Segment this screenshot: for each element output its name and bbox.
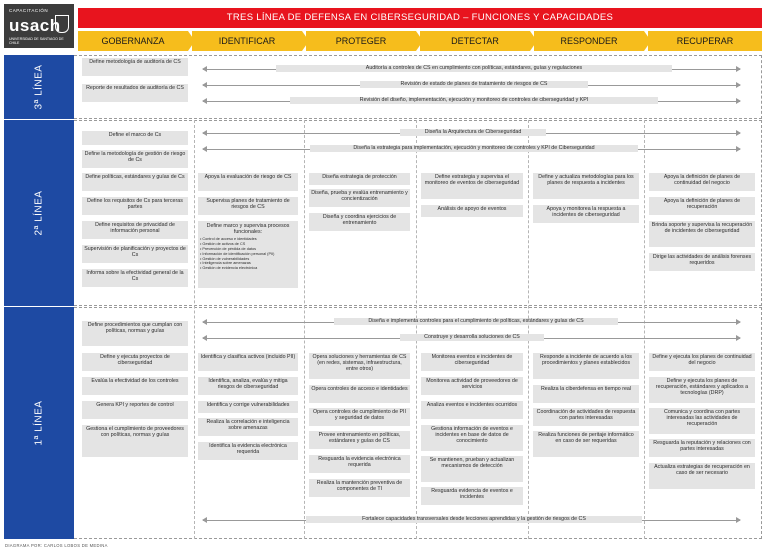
column-header-recuperar: RECUPERAR bbox=[648, 31, 762, 51]
identificar-box: Realiza la correlación e inteligencia sobre amenazas bbox=[198, 418, 298, 436]
gob-box: Genera KPI y reportes de control bbox=[82, 401, 188, 419]
line-label-2 bbox=[4, 120, 74, 306]
crest-icon bbox=[55, 15, 69, 33]
span-arrow-label: Diseña e implementa controles para el cumplimiento de políticas, estándares y guías de CS bbox=[334, 318, 618, 325]
gob-box: Define metodología de auditoría de CS bbox=[82, 58, 188, 76]
recuperar-box: Define y ejecuta los planes de recuperación, estándares y aplicados a tecnologías (DRP) bbox=[649, 377, 755, 403]
recuperar-box: Resguarda la reputación y relaciones con partes interesadas bbox=[649, 439, 755, 457]
proteger-box: Diseña estrategia de protección bbox=[309, 173, 410, 185]
process-list-item: • Inteligencia sobre amenazas bbox=[200, 261, 251, 266]
recuperar-box: Comunica y coordina con partes interesadas las actividades de recuperación bbox=[649, 408, 755, 434]
detectar-box: Se mantienen, prueban y actualizan mecanismos de detección bbox=[421, 456, 523, 482]
line-label-1 bbox=[4, 307, 74, 539]
logo-name: usach bbox=[9, 16, 61, 35]
column-divider bbox=[304, 120, 305, 539]
proteger-box: Resguarda la evidencia electrónica requerida bbox=[309, 455, 410, 473]
proteger-box: Provee entrenamiento en políticas, estándares y guías de CS bbox=[309, 431, 410, 449]
recuperar-box: Brinda soporte y supervisa la recuperación de incidentes de ciberseguridad bbox=[649, 221, 755, 247]
line-label-3 bbox=[4, 55, 74, 119]
gob-box: Supervisión de planificación y proyectos de Cs bbox=[82, 245, 188, 263]
span-arrow-label: Diseña la Arquitectura de Ciberseguridad bbox=[400, 129, 546, 136]
proteger-box: Opera controles de acceso e identidades bbox=[309, 385, 410, 403]
process-list-item: • Gestión de vulnerabilidades bbox=[200, 256, 250, 261]
identificar-box bbox=[198, 221, 298, 288]
usach-logo bbox=[4, 4, 74, 48]
recuperar-box: Define y ejecuta los planes de continuidad del negocio bbox=[649, 353, 755, 371]
identificar-box: Apoya la evaluación de riesgo de CS bbox=[198, 173, 298, 191]
process-list-item: • Información de identificación personal (PII) bbox=[200, 251, 275, 256]
detectar-box: Define estrategia y supervisa el monitoreo de eventos de ciberseguridad bbox=[421, 173, 523, 199]
gob-box: Define y ejecuta proyectos de ciberseguridad bbox=[82, 353, 188, 371]
column-divider bbox=[528, 120, 529, 539]
detectar-box: Análisis de apoyo de eventos bbox=[421, 205, 523, 217]
gob-box: Reporte de resultados de auditoría de CS bbox=[82, 84, 188, 102]
identificar-box: Identifica, analiza, evalúa y mitiga riesgos de ciberseguridad bbox=[198, 377, 298, 395]
detectar-box: Gestiona información de eventos e incidentes en base de datos de conocimiento bbox=[421, 425, 523, 451]
gob-box: Define la metodología de gestión de riesgo de Cs bbox=[82, 150, 188, 168]
detectar-box: Monitorea eventos e incidentes de ciberseguridad bbox=[421, 353, 523, 371]
process-list-item: • Control de acceso e identidades bbox=[200, 237, 257, 242]
gob-box: Define políticas, estándares y guías de Cs bbox=[82, 173, 188, 191]
process-list bbox=[200, 237, 296, 271]
identificar-box: Identifica y clasifica activos (incluido PII) bbox=[198, 353, 298, 371]
responder-box: Define y actualiza metodologías para los planes de respuesta a incidentes bbox=[533, 173, 639, 199]
line-label-1-text: 1ª LÍNEA bbox=[33, 400, 45, 446]
column-divider bbox=[194, 120, 195, 539]
identificar-box: Supervisa planes de tratamiento de riesgos de CS bbox=[198, 197, 298, 215]
gob-box: Informa sobre la efectividad general de la Cs bbox=[82, 269, 188, 287]
process-list-item: • Prevención de pérdida de datos bbox=[200, 247, 257, 251]
recuperar-box: Dirige las actividades de análisis forenses requeridos bbox=[649, 253, 755, 271]
logo-caption: CAPACITACIÓN bbox=[9, 8, 49, 13]
gob-box: Define procedimientos que cumplan con políticas, normas y guías bbox=[82, 321, 188, 346]
proteger-box: Diseña y coordina ejercicios de entrenamiento bbox=[309, 213, 410, 231]
proteger-box: Opera soluciones y herramientas de CS (en redes, sistemas, infraestructura, entre otros) bbox=[309, 353, 410, 379]
detectar-box: Analiza eventos e incidentes ocurridos bbox=[421, 401, 523, 419]
column-header-gobernanza: GOBERNANZA bbox=[78, 31, 188, 51]
line-label-3-text: 3ª LÍNEA bbox=[33, 64, 45, 110]
responder-box: Apoya y monitorea la respuesta a incidentes de ciberseguridad bbox=[533, 205, 639, 223]
responder-box: Coordinación de actividades de respuesta con partes interesadas bbox=[533, 408, 639, 426]
proteger-box: Diseña, prueba y evalúa entrenamiento y concientización bbox=[309, 189, 410, 207]
column-header-proteger: PROTEGER bbox=[306, 31, 416, 51]
identificar-box: Identifica y corrige vulnerabilidades bbox=[198, 401, 298, 413]
gob-box: Gestiona el cumplimiento de proveedores con políticas, normas y guías bbox=[82, 425, 188, 457]
identificar-box-title: Define marco y supervisa procesos funcionales: bbox=[206, 223, 290, 236]
responder-box: Realiza la ciberdefensa en tiempo real bbox=[533, 385, 639, 403]
span-arrow-label: Revisión de estado de planes de tratamiento de riesgos de CS bbox=[360, 81, 588, 88]
span-arrow-label: Revisión del diseño, implementación, ejecución y monitoreo de controles de ciberseguridad y KPI bbox=[290, 97, 658, 104]
column-divider bbox=[416, 120, 417, 539]
span-arrow-label: Construye y desarrolla soluciones de CS bbox=[400, 334, 544, 341]
column-headers bbox=[78, 31, 762, 51]
recuperar-box: Apoya la definición de planes de continuidad del negocio bbox=[649, 173, 755, 191]
proteger-box: Opera controles de cumplimiento de PII y seguridad de datos bbox=[309, 408, 410, 426]
line-label-2-text: 2ª LÍNEA bbox=[33, 190, 45, 236]
column-header-identificar: IDENTIFICAR bbox=[192, 31, 302, 51]
gob-box: Define el marco de Cs bbox=[82, 131, 188, 145]
responder-box: Responde a incidente de acuerdo a los procedimientos y planes establecidos bbox=[533, 353, 639, 379]
gob-box: Evalúa la efectividad de los controles bbox=[82, 377, 188, 395]
column-header-responder: RESPONDER bbox=[534, 31, 644, 51]
detectar-box: Monitorea actividad de proveedores de servicios bbox=[421, 377, 523, 395]
identificar-box: Identifica la evidencia electrónica requerida bbox=[198, 442, 298, 460]
column-divider bbox=[644, 120, 645, 539]
recuperar-box: Apoya la definición de planes de recuperación bbox=[649, 197, 755, 215]
logo-subtitle: UNIVERSIDAD DE SANTIAGO DE CHILE bbox=[9, 37, 64, 45]
responder-box: Realiza funciones de peritaje informático en caso de ser requeridas bbox=[533, 431, 639, 457]
span-arrow-label: Fortalece capacidades transversales desde lecciones aprendidas y la gestión de riesgos de CS bbox=[306, 516, 642, 523]
gob-box: Define los requisitos de Cs para terceras partes bbox=[82, 197, 188, 215]
process-list-item: • Gestión de activos de CS bbox=[200, 242, 246, 247]
proteger-box: Realiza la mantención preventiva de componentes de TI bbox=[309, 479, 410, 497]
span-arrow-label: Auditoría a controles de CS en cumplimiento con políticas, estándares, guías y regulaciones bbox=[276, 65, 672, 72]
detectar-box: Resguarda evidencia de eventos e incidentes bbox=[421, 487, 523, 505]
recuperar-box: Actualiza estrategias de recuperación en caso de ser necesario bbox=[649, 463, 755, 489]
column-header-detectar: DETECTAR bbox=[420, 31, 530, 51]
gob-box: Define requisitos de privacidad de información personal bbox=[82, 221, 188, 239]
process-list-item: • Gestión de evidencia electrónica bbox=[200, 266, 258, 271]
span-arrow-label: Diseña la estrategia para implementación, ejecución y monitoreo de controles y KPI de Ciberseguridad bbox=[310, 145, 638, 152]
author-credit: DIAGRAMA POR: CARLOS LOBOS DE MEDINA bbox=[5, 543, 108, 548]
diagram-title: TRES LÍNEA DE DEFENSA EN CIBERSEGURIDAD – FUNCIONES Y CAPACIDADES bbox=[78, 8, 762, 28]
